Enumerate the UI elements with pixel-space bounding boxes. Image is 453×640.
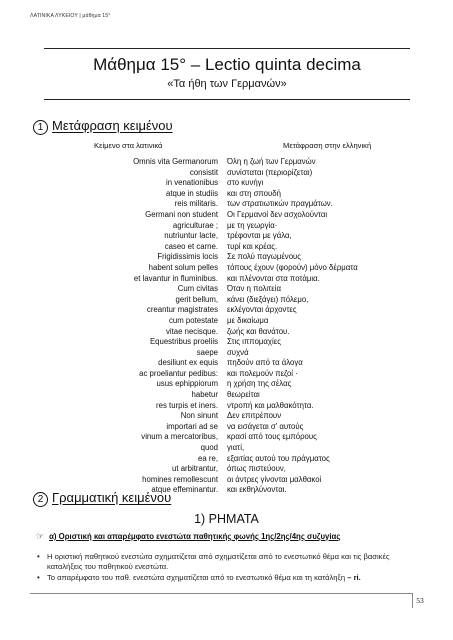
latin-line: Equestribus proeliis [149, 337, 218, 347]
latin-line: atque in studiis [165, 188, 218, 198]
list-item [36, 552, 418, 572]
rule-bullet-list [36, 552, 418, 585]
section-number-badge: 1 [33, 120, 48, 135]
latin-line: importari ad se [166, 421, 218, 431]
greek-line: εξαιτίας αυτού του πράγματος [227, 453, 330, 463]
greek-line: κρασί από τους εμπόρους [227, 432, 317, 442]
latin-line: vinum a mercatoribus, [141, 432, 218, 442]
greek-line: των στρατιωτικών πραγμάτων. [227, 199, 333, 209]
greek-line: οι άντρες γίνονται μαλθακοί [227, 474, 322, 484]
latin-line: gerit bellum, [175, 294, 218, 304]
greek-column-header: Μετάφραση στην ελληνική [283, 141, 372, 150]
greek-line: και στη σπουδή [227, 188, 281, 198]
latin-line: Omnis vita Germanorum [133, 157, 218, 166]
subsection-title: 1) ΡΗΜΑΤΑ [194, 512, 259, 526]
greek-line: με δικαίωμα [227, 315, 269, 325]
greek-line: συνίσταται (περιορίζεται) [227, 167, 313, 177]
list-item [36, 573, 418, 583]
latin-line: quod [200, 443, 218, 453]
latin-line: ut arbitrantur, [172, 464, 218, 474]
latin-line: reis militaris. [174, 199, 218, 209]
latin-text-column [40, 157, 218, 496]
latin-line: atque effeminantur. [151, 485, 218, 495]
hand-pointing-icon: ☞ [36, 531, 45, 541]
greek-translation-column [227, 157, 427, 496]
latin-line: res turpis et iners. [156, 400, 218, 410]
greek-line: στο κυνήγι [227, 178, 264, 188]
bullet-bold-ending: – ri. [347, 573, 361, 583]
greek-line: θεωρείται [227, 390, 260, 400]
greek-line: εκλέγονται άρχοντες [227, 305, 297, 315]
lesson-subtitle: «Τα ήθη των Γερμανών» [167, 78, 287, 90]
latin-line: cum potestate [169, 315, 218, 325]
latin-line: nutriuntur lacte, [164, 231, 218, 241]
latin-line: in venationibus [165, 178, 218, 188]
greek-line: ζωής και θανάτου. [227, 326, 290, 336]
section-translation-heading [33, 118, 173, 135]
latin-column-header: Κείμενο στα λατινικά [94, 141, 163, 150]
grammar-item [36, 531, 426, 542]
section-grammar-heading [33, 490, 171, 507]
greek-line: και πλένονται στα ποτάμια. [227, 273, 320, 283]
greek-line: πηδούν από τα άλογα [227, 358, 303, 368]
greek-line: τρέφονται με γάλα, [227, 231, 292, 241]
greek-line: και πολεμούν πεζοί · [227, 368, 298, 378]
greek-line: κάνει (διεξάγει) πόλεμο, [227, 294, 309, 304]
latin-line: Cum civitas [177, 284, 218, 294]
greek-line: και εκθηλύνονται. [227, 485, 287, 495]
greek-line: Δεν επιτρέπουν [227, 411, 282, 421]
greek-line: τόπους έχουν (φορούν) μόνο δέρματα [227, 262, 358, 272]
greek-line: Οι Γερμανοί δεν ασχολούνται [227, 209, 328, 219]
latin-line: Non sinunt [180, 411, 218, 421]
greek-line: γιατί, [227, 443, 245, 453]
running-header: ΛΑΤΙΝΙΚΑ ΛΥΚΕΙΟΥ | μάθημα 15° [30, 13, 111, 19]
greek-line: Όλη η ζωή των Γερμανών [227, 157, 316, 166]
footer-divider [30, 593, 413, 594]
page-number: 53 [412, 593, 427, 608]
greek-line: όπως πιστεύουν, [227, 464, 286, 474]
latin-line: Frigidissimis locis [157, 252, 218, 262]
greek-line: Σε πολύ παγωμένους [227, 252, 302, 262]
section-heading-text: Γραμματική κειμένου [52, 490, 172, 505]
latin-line: saepe [196, 347, 218, 357]
latin-line: ea re, [198, 453, 218, 463]
latin-line: desiliunt ex equis [158, 358, 218, 368]
lesson-title: Μάθημα 15° – Lectio quinta decima [93, 55, 361, 74]
latin-line: ac proeliantur pedibus: [139, 368, 218, 378]
latin-line: agriculturae ; [172, 220, 218, 230]
latin-line: creantur magistrates [146, 305, 218, 315]
bullet-text: Το απαρέμφατο του παθ. ενεστώτα σχηματίζεται από το ενεστωτικό θέμα και τη κατάληξη [47, 573, 346, 583]
latin-line: caseo et carne. [164, 241, 218, 251]
latin-line: habetur [191, 390, 218, 400]
greek-line: με τη γεωργία· [227, 220, 278, 230]
latin-line: usus ephippiorum [156, 379, 218, 389]
latin-line: consistit [189, 167, 218, 177]
bullet-text: Η οριστική παθητικού ενεστώτα σχηματίζεται από σχηματίζεται από το ενεστωτικό θέμα και τις βασικές καταλήξεις του παθητικού ενεστώτα. [47, 552, 390, 572]
greek-line: συχνά [227, 347, 249, 357]
greek-line: Όταν η πολιτεία [227, 284, 281, 294]
latin-line: vitae necisque. [165, 326, 218, 336]
greek-line: Στις ιππομαχίες [227, 337, 281, 347]
latin-line: habent solum pelles [148, 262, 218, 272]
grammar-item-label: α) Οριστική και απαρέμφατο ενεστώτα παθητικής φωνής 1ης/2ης/4ης συζυγίας [49, 532, 341, 541]
section-number-badge: 2 [33, 492, 48, 507]
greek-line: τυρί και κρέας. [227, 241, 278, 251]
latin-line: homines remollescunt [142, 474, 218, 484]
greek-line: ντροπή και μαλθακότητα. [227, 400, 314, 410]
greek-line: η χρήση της σέλας [227, 379, 292, 389]
latin-line: et lavantur in fluminibus. [133, 273, 218, 283]
lesson-title-box [44, 48, 410, 100]
section-heading-text: Μετάφραση κειμένου [52, 118, 173, 133]
latin-line: Germani non student [145, 209, 218, 219]
greek-line: να εισάγεται σ' αυτούς [227, 421, 304, 431]
